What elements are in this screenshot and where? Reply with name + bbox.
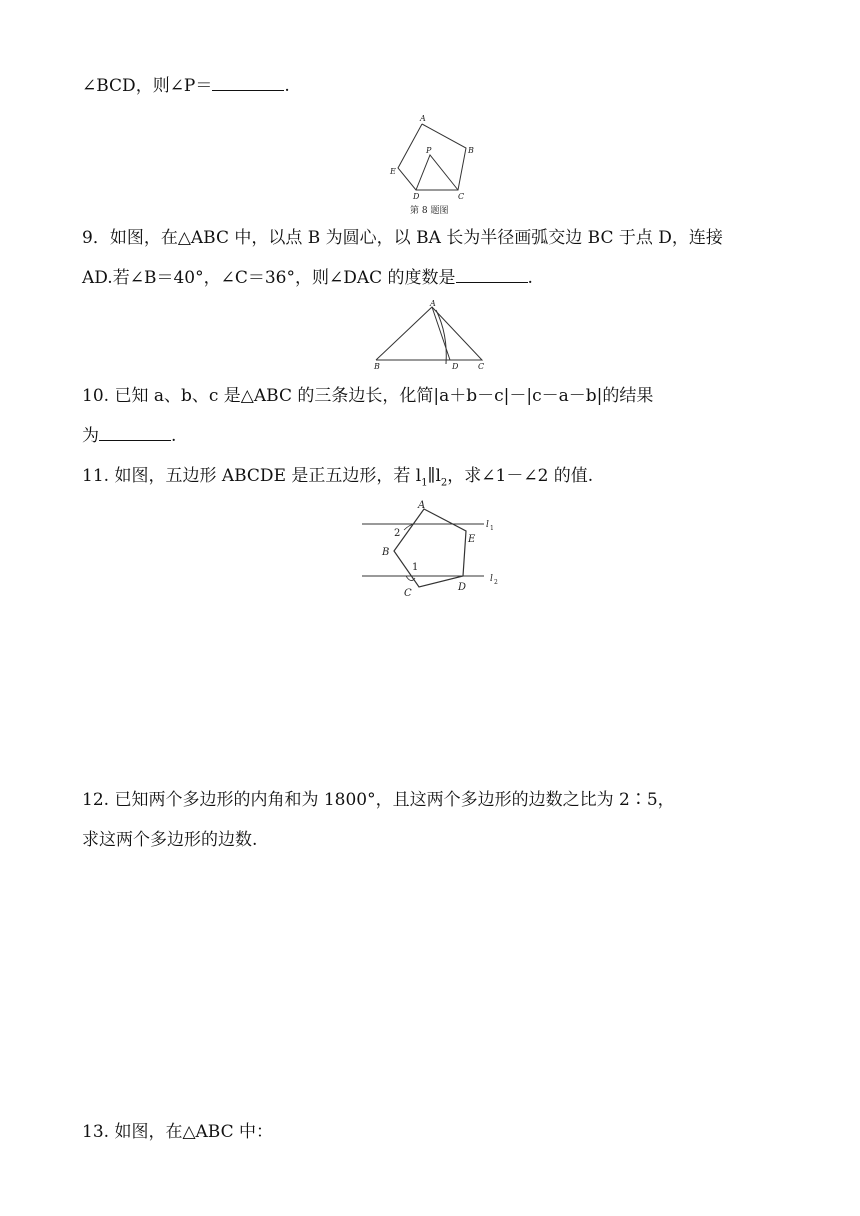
q9-label-d: D [452,362,459,371]
q8-label-b: B [468,146,474,155]
q13-text-1: 13. 如图，在△ABC 中： [82,1122,274,1142]
q11-label-1: 1 [412,562,419,573]
q9-text-2: AD.若∠B＝40°，∠C＝36°，则∠DAC 的度数是 [82,268,456,288]
q12-text-2: 求这两个多边形的边数. [82,830,258,850]
q8-text-end: . [284,76,290,96]
q9-text-line-2 [82,266,533,290]
q8-answer-blank[interactable] [212,90,284,91]
q9-label-c: C [478,362,485,371]
q8-label-c: C [458,192,465,201]
q8-label-d: D [413,192,420,201]
q11-label-l1: l [486,520,489,530]
q10-text-line-2 [82,424,176,448]
q9-answer-blank[interactable] [456,282,528,283]
q9-text-1: 9．如图，在△ABC 中，以点 B 为圆心，以 BA 长为半径画弧交边 BC 于点 D，连接 [82,228,723,248]
q10-text-1: 10. 已知 a、b、c 是△ABC 的三条边长，化简|a＋b－c|－|c－a－b|的结果 [82,386,654,406]
q9-figure [370,298,492,372]
q13-text-line-1 [82,1120,273,1144]
q11-label-e: E [468,534,476,545]
q10-text-end: . [171,426,177,446]
q11-figure [356,496,506,602]
q10-text-2: 为 [82,426,99,446]
q11-text-before: 11. 如图，五边形 ABCDE 是正五边形，若 l [82,466,422,486]
q9-text-end: . [527,268,533,288]
q11-label-l2: l [490,574,493,584]
q9-label-a: A [430,299,436,308]
q9-label-b: B [374,362,380,371]
q11-text-mid: ∥l [427,466,441,486]
q8-label-p: P [426,146,432,155]
q8-text: ∠BCD，则∠P＝ [82,76,213,96]
q11-sub-2: 2 [440,477,448,489]
q11-label-l1-sub: 1 [490,525,494,532]
q12-text-line-1 [82,788,675,812]
q8-figure [380,112,490,218]
q11-label-2: 2 [394,528,401,539]
q8-label-a: A [420,114,426,123]
q12-text-line-2 [82,828,257,852]
q8-text-line [82,74,290,98]
q11-text-after: ，求∠1－∠2 的值. [447,466,594,486]
q9-text-line-1 [82,226,723,250]
q11-label-a: A [418,500,426,511]
q8-label-e: E [390,167,396,176]
q12-text-1: 12. 已知两个多边形的内角和为 1800°，且这两个多边形的边数之比为 2∶5， [82,790,675,810]
q11-label-d: D [458,582,467,593]
q11-label-b: B [382,547,390,558]
q10-text-line-1 [82,384,653,408]
q8-figure-caption: 第 8 题图 [410,206,449,216]
q10-answer-blank[interactable] [99,440,171,441]
q11-label-l2-sub: 2 [494,579,498,586]
q11-text-line [82,464,593,495]
q11-sub-1: 1 [421,477,428,489]
q11-label-c: C [404,588,412,599]
